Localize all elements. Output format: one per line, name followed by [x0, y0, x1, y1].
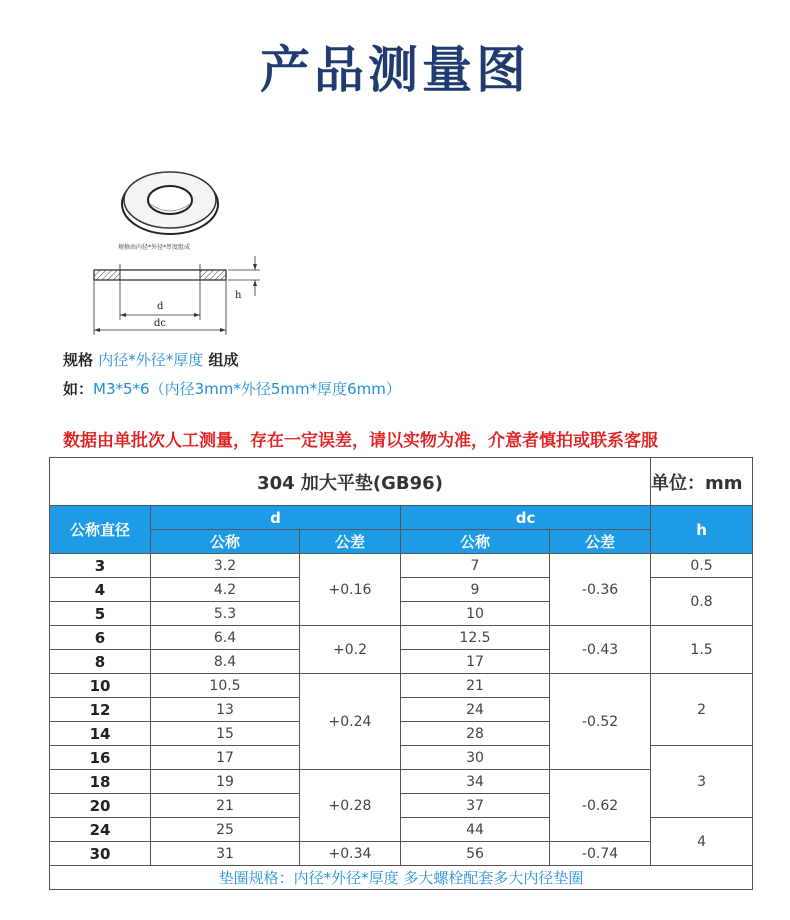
table-row [50, 554, 753, 578]
header-dc: dc [401, 506, 651, 530]
label-h: h [235, 290, 242, 301]
d-cell: 10.5 [151, 674, 300, 698]
label-dc: dc [154, 318, 167, 329]
table-footer: 垫圈规格：内径*外径*厚度 多大螺栓配套多大内径垫圈 [50, 866, 753, 890]
h-cell: 1.5 [651, 626, 753, 674]
label-d: d [157, 301, 164, 312]
header-d-nominal: 公称 [151, 530, 300, 554]
notice-text: 数据由单批次人工测量，存在一定误差，请以实物为准，介意者慎拍或联系客服 [63, 431, 658, 451]
washer-diagram [80, 160, 280, 345]
d-cell: 19 [151, 770, 300, 794]
nominal-cell: 20 [50, 794, 151, 818]
dc-cell: 12.5 [401, 626, 550, 650]
dc-cell: 44 [401, 818, 550, 842]
dc-cell: 56 [401, 842, 550, 866]
nominal-cell: 10 [50, 674, 151, 698]
table-row [50, 842, 753, 866]
dc-cell: 37 [401, 794, 550, 818]
d-cell: 5.3 [151, 602, 300, 626]
table-row [50, 674, 753, 698]
dc-cell: 30 [401, 746, 550, 770]
dc-cell: 9 [401, 578, 550, 602]
table-row [50, 770, 753, 794]
dc-cell: 34 [401, 770, 550, 794]
header-d: d [151, 506, 401, 530]
nominal-cell: 30 [50, 842, 151, 866]
d-tol-cell: +0.16 [300, 554, 401, 626]
nominal-cell: 4 [50, 578, 151, 602]
dc-cell: 28 [401, 722, 550, 746]
header-dc-nominal: 公称 [401, 530, 550, 554]
diagram-caption: 规格由内径*外径*厚度组成 [118, 244, 191, 251]
dc-cell: 17 [401, 650, 550, 674]
page-title: 产品测量图 [260, 41, 530, 99]
unit-label: 单位：mm [651, 458, 753, 506]
d-cell: 4.2 [151, 578, 300, 602]
d-cell: 25 [151, 818, 300, 842]
dc-cell: 21 [401, 674, 550, 698]
nominal-cell: 16 [50, 746, 151, 770]
d-cell: 15 [151, 722, 300, 746]
header-d-tolerance: 公差 [300, 530, 401, 554]
d-tol-cell: +0.24 [300, 674, 401, 770]
table-row [50, 626, 753, 650]
h-cell: 0.5 [651, 554, 753, 578]
nominal-cell: 3 [50, 554, 151, 578]
washer-3d-icon [122, 172, 218, 234]
d-cell: 6.4 [151, 626, 300, 650]
product-name: 304 加大平垫(GB96) [50, 458, 651, 506]
h-cell: 0.8 [651, 578, 753, 626]
d-cell: 17 [151, 746, 300, 770]
nominal-cell: 14 [50, 722, 151, 746]
h-cell: 2 [651, 674, 753, 746]
dc-cell: 7 [401, 554, 550, 578]
d-tol-cell: +0.34 [300, 842, 401, 866]
h-cell: 3 [651, 746, 753, 818]
dc-tol-cell: -0.43 [550, 626, 651, 674]
nominal-cell: 12 [50, 698, 151, 722]
header-dc-tolerance: 公差 [550, 530, 651, 554]
dc-cell: 10 [401, 602, 550, 626]
d-tol-cell: +0.2 [300, 626, 401, 674]
nominal-cell: 5 [50, 602, 151, 626]
nominal-cell: 18 [50, 770, 151, 794]
spec-table [49, 457, 753, 890]
d-cell: 21 [151, 794, 300, 818]
nominal-cell: 24 [50, 818, 151, 842]
d-tol-cell: +0.28 [300, 770, 401, 842]
dc-tol-cell: -0.36 [550, 554, 651, 626]
d-cell: 8.4 [151, 650, 300, 674]
spec-example: 如：M3*5*6（内径3mm*外径5mm*厚度6mm） [63, 380, 401, 398]
d-cell: 13 [151, 698, 300, 722]
dc-tol-cell: -0.62 [550, 770, 651, 842]
d-cell: 31 [151, 842, 300, 866]
dc-tol-cell: -0.52 [550, 674, 651, 770]
header-nominal-diameter: 公称直径 [50, 506, 151, 554]
dc-cell: 24 [401, 698, 550, 722]
nominal-cell: 6 [50, 626, 151, 650]
spec-description: 规格 内径*外径*厚度 组成 [63, 351, 239, 369]
d-cell: 3.2 [151, 554, 300, 578]
dc-tol-cell: -0.74 [550, 842, 651, 866]
nominal-cell: 8 [50, 650, 151, 674]
header-h: h [651, 506, 753, 554]
h-cell: 4 [651, 818, 753, 866]
